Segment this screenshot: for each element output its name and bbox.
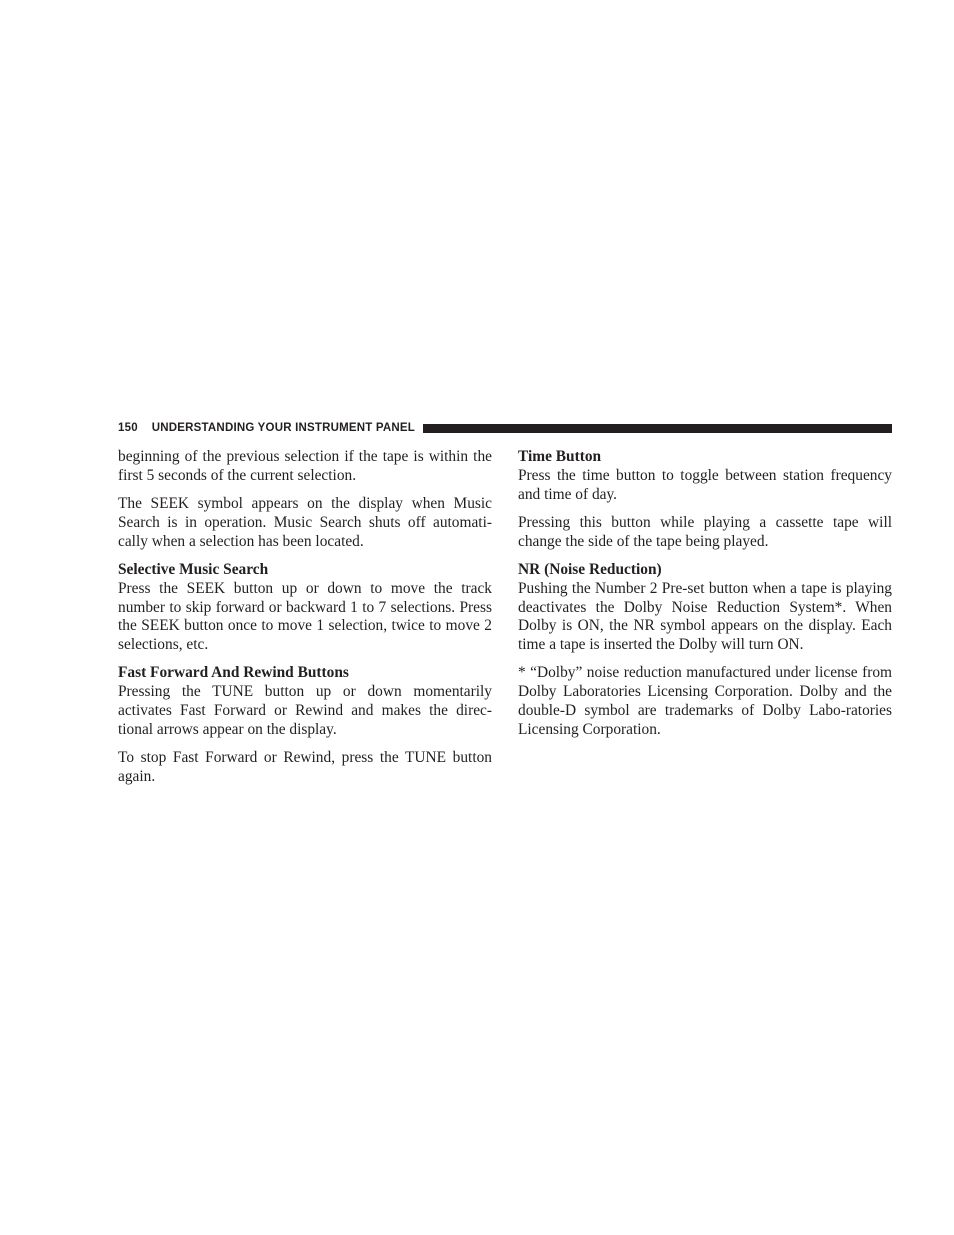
heading-noise-reduction: NR (Noise Reduction) — [518, 560, 662, 578]
footnote-dolby: * “Dolby” noise reduction manufactured under license from Dolby Laboratories Licensing Corporation. Dolby and the double-D symbol are trademarks of Dolby Labo-ratories Licensing Corporation. — [518, 664, 892, 738]
heading-fast-forward-rewind: Fast Forward And Rewind Buttons — [118, 664, 349, 682]
paragraph: Pushing the Number 2 Pre-set button when a tape is playing deactivates the Dolby Noise Reduction System*. When Dolby is ON, the NR symbol appears on the display. Each time a tape is inserted the Dolby will turn ON. — [518, 579, 892, 654]
header-rule-bar — [423, 424, 892, 433]
page-number: 150 — [118, 422, 138, 434]
paragraph: Pressing the TUNE button up or down momentarily activates Fast Forward or Rewind and makes the direc-tional arrows appear on the display. — [118, 683, 492, 738]
paragraph: Press the SEEK button up or down to move the track number to skip forward or backward 1 to 7 selections. Press the SEEK button once to move 1 selection, twice to move 2 selections, etc. — [118, 579, 492, 654]
paragraph: To stop Fast Forward or Rewind, press the TUNE button again. — [118, 749, 492, 785]
right-column — [518, 448, 892, 749]
section-title: UNDERSTANDING YOUR INSTRUMENT PANEL — [151, 422, 415, 434]
paragraph: The SEEK symbol appears on the display when Music Search is in operation. Music Search shuts off automati-cally when a selection has been located. — [118, 495, 492, 550]
paragraph: Pressing this button while playing a cassette tape will change the side of the tape being played. — [518, 513, 892, 550]
paragraph: beginning of the previous selection if the tape is within the first 5 seconds of the current selection. — [118, 448, 492, 484]
page-header — [118, 419, 892, 437]
paragraph: Press the time button to toggle between station frequency and time of day. — [518, 466, 892, 503]
heading-time-button: Time Button — [518, 448, 602, 465]
heading-selective-music-search: Selective Music Search — [118, 560, 269, 578]
left-column — [118, 448, 492, 796]
